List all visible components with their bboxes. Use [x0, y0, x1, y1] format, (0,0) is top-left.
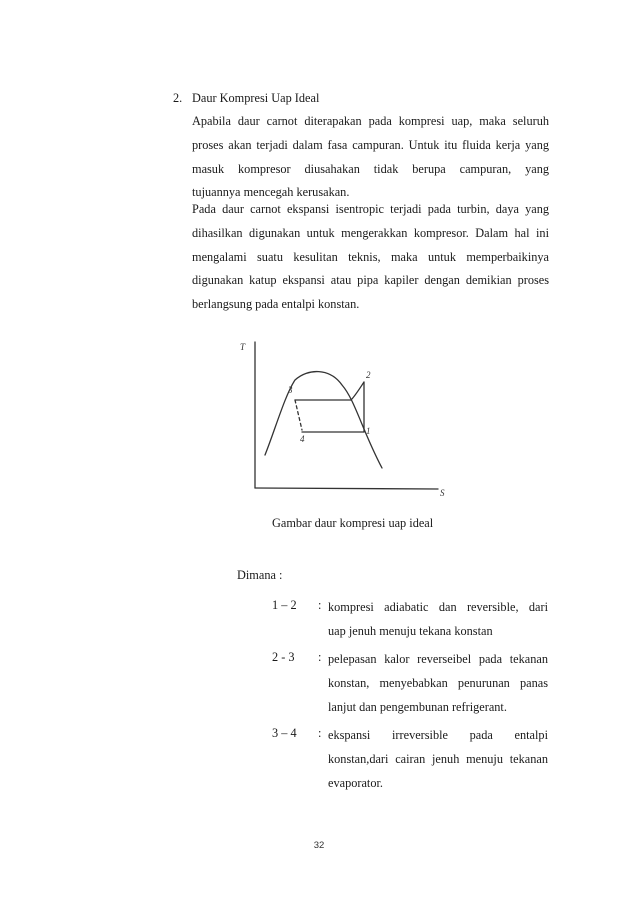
x-axis-label: S [440, 488, 445, 498]
point-label-2: 2 [366, 370, 371, 380]
ts-diagram-figure [230, 330, 460, 505]
page-number: 32 [313, 840, 325, 851]
process-line-desuperheat [351, 382, 364, 400]
definition-colon: : [318, 598, 322, 612]
definition-line: konstan, menyebabkan penurunan panas [328, 676, 548, 690]
paragraph-1 [192, 112, 549, 207]
definition-line: uap jenuh menuju tekana konstan [328, 624, 493, 638]
figure-caption: Gambar daur kompresi uap ideal [272, 516, 434, 530]
x-axis [255, 488, 438, 489]
section-number: 2. [173, 91, 183, 105]
section-heading [173, 91, 319, 106]
dimana-label: Dimana : [237, 568, 283, 582]
definition-id: 1 – 2 [272, 598, 297, 612]
point-label-4: 4 [300, 434, 305, 444]
definition-body [328, 726, 548, 798]
definition-colon: : [318, 650, 322, 664]
paragraph-line: Apabila daur carnot diterapakan pada kompresi uap, maka seluruh [192, 114, 549, 128]
y-axis-label: T [240, 342, 246, 352]
paragraph-line: digunakan katup ekspansi atau pipa kapiler dengan demikian proses [192, 273, 549, 288]
paragraph-line: dihasilkan digunakan untuk mengerakkan kompresor. Dalam hal ini [192, 225, 549, 240]
paragraph-line: berlangsung pada entalpi konstan. [192, 297, 360, 312]
definition-colon: : [318, 726, 322, 740]
process-line-3-4 [295, 400, 302, 430]
section-title: Daur Kompresi Uap Ideal [192, 91, 320, 105]
definition-line: konstan,dari cairan jenuh menuju tekanan [328, 752, 548, 766]
definition-line: evaporator. [328, 776, 383, 790]
paragraph-line: Pada daur carnot ekspansi isentropic terjadi pada turbin, daya yang [192, 202, 549, 216]
point-label-3: 3 [288, 385, 293, 395]
paragraph-line: proses akan terjadi dalam fasa campuran. Untuk itu fluida kerja yang [192, 137, 549, 152]
definition-body [328, 650, 548, 722]
paragraph-line: masuk kompresor diusahakan tidak berupa campuran, yang [192, 161, 549, 176]
paragraph-line: mengalami suatu kesulitan teknis, maka untuk memperbaikinya [192, 249, 549, 264]
definition-line: kompresi adiabatic dan reversible, dari [328, 600, 548, 614]
definition-body [328, 598, 548, 646]
definition-line: ekspansi irreversible pada entalpi [328, 728, 548, 742]
definition-id: 2 - 3 [272, 650, 295, 664]
point-label-1: 1 [366, 426, 371, 436]
definition-line: pelepasan kalor reverseibel pada tekanan [328, 652, 548, 666]
definition-line: lanjut dan pengembunan refrigerant. [328, 700, 507, 714]
paragraph-line: tujuannya mencegah kerusakan. [192, 185, 350, 200]
definition-id: 3 – 4 [272, 726, 297, 740]
paragraph-2 [192, 200, 549, 319]
ts-diagram [230, 330, 460, 505]
